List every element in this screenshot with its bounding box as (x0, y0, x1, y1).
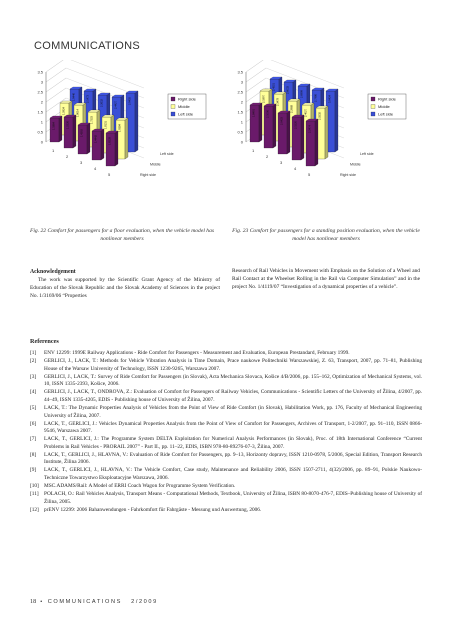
bar (64, 115, 76, 148)
legend-swatch (371, 112, 375, 116)
y-tick-label: 3.5 (37, 69, 43, 75)
y-tick-label: 1 (40, 119, 43, 125)
reference-number: [9] (30, 467, 37, 474)
depth-axis-label: Middle (350, 162, 361, 167)
reference-number: [1] (30, 350, 37, 356)
acknowledgement-section (30, 268, 220, 301)
data-label: 2.1520 (294, 121, 298, 129)
x-tick-label: 5 (108, 172, 111, 177)
data-label: 2.7986 (314, 94, 318, 102)
reference-item (30, 483, 422, 491)
legend-swatch (171, 112, 175, 116)
data-label: 1.8014 (76, 109, 80, 117)
data-label: 2.6033 (286, 86, 290, 94)
legend-label: Left side (178, 111, 194, 117)
data-label: 2.1997 (262, 95, 266, 103)
bar-side (59, 116, 62, 142)
x-tick-label: 4 (294, 166, 297, 171)
references-title: References (30, 338, 59, 345)
data-label: 1.7553 (90, 116, 94, 124)
reference-number: [6] (30, 420, 37, 427)
acknowledgement-title: Acknowledgement (30, 269, 76, 275)
acknowledgement-continued: Research of Rail Vehicles in Movement with Emphasis on the Solution of a Wheel and Rail Contact at the Wheelset Rolling in the Rail via Computer Simulation” and in the project No. 1/4119/07 “Investigation of a dynamical properties of a vehicle”. (232, 268, 420, 290)
bar-side (273, 104, 276, 148)
x-tick-label: 1 (252, 148, 255, 153)
references-list (30, 350, 422, 515)
footer-issue: 2/2009 (131, 599, 158, 605)
x-tick-label: 4 (94, 166, 97, 171)
reference-item (30, 374, 422, 389)
depth-axis-label: Left side (360, 152, 374, 156)
y-tick-label: 2 (40, 99, 43, 105)
data-label: 1.1864 (52, 122, 56, 130)
legend-label: Left side (378, 111, 394, 117)
chart-legend (368, 94, 406, 119)
bar (278, 111, 290, 154)
bar-side (115, 131, 118, 166)
reference-item (30, 358, 422, 373)
y-tick-label: 0 (40, 139, 43, 145)
data-label: 1.5924 (62, 107, 66, 115)
bar (250, 103, 262, 142)
reference-text: POLACH, O.: Rail Vehicles Analysis, Transport Means - Computational Methods, Textbook, University of Žilina, ISBN 80-8070-476-7, EDIS–Publishing house of University of Žilina, 2005. (44, 491, 422, 505)
reference-text: prENV 12299: 2006 Bahanwendungen - Fahrkomfort für Fahrgäste - Messung und Auswertung, 2006. (44, 506, 262, 513)
bar-side (335, 89, 338, 152)
x-tick-label: 2 (266, 154, 269, 159)
footer-journal: COMMUNICATIONS (47, 599, 122, 605)
reference-number: [2] (30, 358, 37, 365)
y-tick-label: 1 (240, 119, 243, 125)
reference-text: GERLICI, J., LACK, T.: Methods for Vehicle Vibration Analysis in Time Domain, Prace naukowe Politechniki Warszawskiej, Z. 63, Transport, 2007, pp. 71–81, Publishing House of the Warsaw University of Technology, ISSN 1230-9265, Warszawa 2007. (44, 358, 422, 372)
legend-label: Middle (378, 104, 390, 110)
reference-number: [7] (30, 436, 37, 443)
footer-separator: • (40, 599, 44, 605)
data-label: 1.4392 (80, 129, 84, 137)
legend-label: Right side (378, 96, 396, 102)
x-tick-label: 5 (308, 172, 311, 177)
x-tick-label: 1 (52, 148, 55, 153)
reference-text: LACK, T., GERLICI, J., HLAVNA, V.: The Vehicle Comfort, Case study, Maintenance and Reliability 2006, ISSN 1507-2711, 4(32)/2006, pp. 89–91, Polskie Naukowo-Techniczne Towarzystwo Eksploatacyjne Warszawa, 2006. (44, 467, 422, 481)
chart-standing-comfort (226, 60, 416, 224)
bar (92, 129, 104, 160)
legend-swatch (371, 97, 375, 101)
reference-item (30, 436, 422, 451)
page-footer (30, 598, 158, 605)
x-tick-label: 2 (66, 154, 69, 159)
data-label: 1.4442 (94, 135, 98, 143)
bar (106, 131, 118, 166)
x-tick-label: 3 (280, 160, 283, 165)
data-label: 2.2632 (100, 99, 104, 107)
y-tick-label: 0 (240, 139, 243, 145)
depth-axis-label: Right side (340, 173, 356, 177)
data-label: 2.4027 (304, 109, 308, 117)
reference-number: [3] (30, 373, 37, 380)
reference-number: [10] (30, 483, 39, 490)
reference-number: [12] (30, 506, 39, 513)
reference-text: LACK, T., GERLICI, J., HLAVNA, V.: Evaluation of Ride Comfort for Passengers, pp. 9–13, Horizonty dopravy, ISSN 1210-0978, 5/2006, Special Edition, Transport Research Institute, Žilina 2006. (44, 451, 422, 466)
data-label: 3.0424 (328, 95, 332, 103)
bar-side (259, 103, 262, 142)
data-label: 2.2968 (290, 105, 294, 113)
reference-item (30, 405, 422, 420)
data-label: 2.0453 (280, 117, 284, 125)
y-tick-label: 3.5 (237, 69, 243, 75)
data-label: 1.8491 (252, 109, 256, 117)
bar-side (287, 111, 290, 154)
bar (292, 115, 304, 160)
reference-text: LACK, T., GERLICI, J.: Vehicles Dynamical Properties Analysis from the Point of View of Comfort for Passengers, Archives of Transport, 1-2/2007, pp. 91–110, ISSN 0866-9546, Warszawa 2007. (44, 420, 422, 435)
reference-number: [5] (30, 404, 37, 411)
legend-swatch (171, 97, 175, 101)
page-number: 18 (30, 598, 37, 605)
data-label: 1.8131 (104, 121, 108, 129)
reference-text: ENV 12299: 1999E Railway Applications - Ride Comfort for Passengers - Measurement and Evaluation, European Prestandard, February 1999. (44, 350, 350, 356)
reference-text: GERLICI, J., LACK, T.: Survey of Ride Comfort for Passengers (in Slovak), Acta Mechanica Slovaca, Košice 4/B/2006, pp. 155–162, Optimization of Mechanical Systems, vol. 10, ISSN 1335-2393, Košice, 2006. (44, 373, 422, 388)
reference-item (30, 350, 422, 358)
y-tick-label: 1.5 (237, 109, 243, 115)
reference-number: [4] (30, 389, 37, 396)
bar-side (101, 129, 104, 160)
reference-item (30, 467, 422, 482)
data-label: 2.2474 (308, 125, 312, 133)
data-label: 1.9384 (118, 124, 122, 132)
bar (264, 104, 276, 148)
depth-axis-label: Middle (150, 162, 161, 167)
gridline (46, 68, 66, 82)
legend-swatch (171, 105, 175, 109)
legend-swatch (371, 105, 375, 109)
legend-label: Right side (178, 96, 196, 102)
bar (306, 119, 318, 166)
figure-caption-22: Fig. 22 Comfort for passengers for a floor evaluation, when the vehicle model has nonlinear members (29, 228, 215, 242)
y-tick-label: 2.5 (237, 89, 243, 95)
bar-side (87, 123, 90, 154)
journal-header: COMMUNICATIONS (34, 40, 141, 52)
data-label: 2.1006 (266, 110, 270, 118)
bar-side (301, 115, 304, 160)
reference-number: [11] (30, 491, 39, 498)
depth-axis-label: Left side (160, 152, 174, 156)
y-tick-label: 3 (240, 79, 243, 85)
x-tick-label: 3 (80, 160, 83, 165)
data-label: 2.9455 (128, 97, 132, 105)
y-tick-label: 3 (40, 79, 43, 85)
bar (78, 123, 90, 154)
data-label: 2.5535 (318, 112, 322, 120)
reference-item (30, 491, 422, 506)
data-label: 1.9446 (72, 93, 76, 101)
reference-item (30, 421, 422, 436)
y-tick-label: 2 (240, 99, 243, 105)
gridline (66, 60, 144, 88)
bar-side (325, 106, 328, 159)
bar-side (135, 91, 138, 152)
gridline (46, 78, 66, 92)
bar (50, 116, 62, 142)
reference-text: GERLICI, J., LACK, T., ONDROVA, Z.: Evaluation of Comfort for Passengers of Railway Vehicles, Communications - Scientific Letters of the University of Žilina, 4/2007, pp. 44–49, ISSN 1335-4205, EDIS - Publishing house of University of Žilina, 2007. (44, 389, 422, 403)
reference-item (30, 507, 422, 515)
reference-item (30, 452, 422, 467)
data-label: 2.6999 (300, 90, 304, 98)
y-tick-label: 0.5 (237, 129, 243, 135)
data-label: 2.3478 (276, 98, 280, 106)
y-tick-label: 2.5 (37, 89, 43, 95)
data-label: 2.4427 (114, 101, 118, 109)
reference-text: LACK, T., GERLICI, J.: The Programme System DELTA Exploitation for Numerical Analysis Performances (in Slovak), Proc. of 18th International Conference “Current Problems in Rail Vehicles - PRORAIL 2007” - Part II., pp. 11–22, EDIS, ISBN 978-80-89276-07-3, Žilina, 2007. (44, 436, 422, 450)
data-label: 2.4551 (272, 83, 276, 91)
figure-caption-23: Fig. 23 Comfort for passengers for a standing position evaluation, when the vehicle model has nonlinear members (232, 228, 420, 242)
data-label: 1.5326 (66, 121, 70, 129)
reference-item (30, 389, 422, 404)
bar-side (125, 118, 128, 159)
bar-side (315, 119, 318, 166)
data-label: 1.6528 (108, 137, 112, 145)
data-label: 2.1473 (86, 95, 90, 103)
chart-floor-comfort (26, 60, 216, 224)
chart-legend (168, 94, 206, 119)
y-tick-label: 1.5 (37, 109, 43, 115)
y-tick-label: 0.5 (37, 129, 43, 135)
reference-number: [8] (30, 451, 37, 458)
legend-label: Middle (178, 104, 190, 110)
acknowledgement-body: The work was supported by the Scientific Grant Agency of the Ministry of Education of the Slovak Republic and the Slovak Academy of Sciences in the project No. 1/3169/06 “Properties (30, 277, 220, 300)
reference-text: LACK, T.: The Dynamic Properties Analysis of Vehicles from the Point of View of Ride Comfort (in Slovak), Habilitation Work, pp. 176, Faculty of Mechanical Engineering University of Žilina, 2007. (44, 404, 422, 419)
depth-axis-label: Right side (140, 173, 156, 177)
bar-side (73, 115, 76, 148)
gridline (246, 68, 266, 82)
gridline (46, 88, 66, 102)
reference-text: MSC.ADAMS/Rail: A Model of ERRI Coach Wagon for Programme System Verification. (44, 483, 236, 490)
